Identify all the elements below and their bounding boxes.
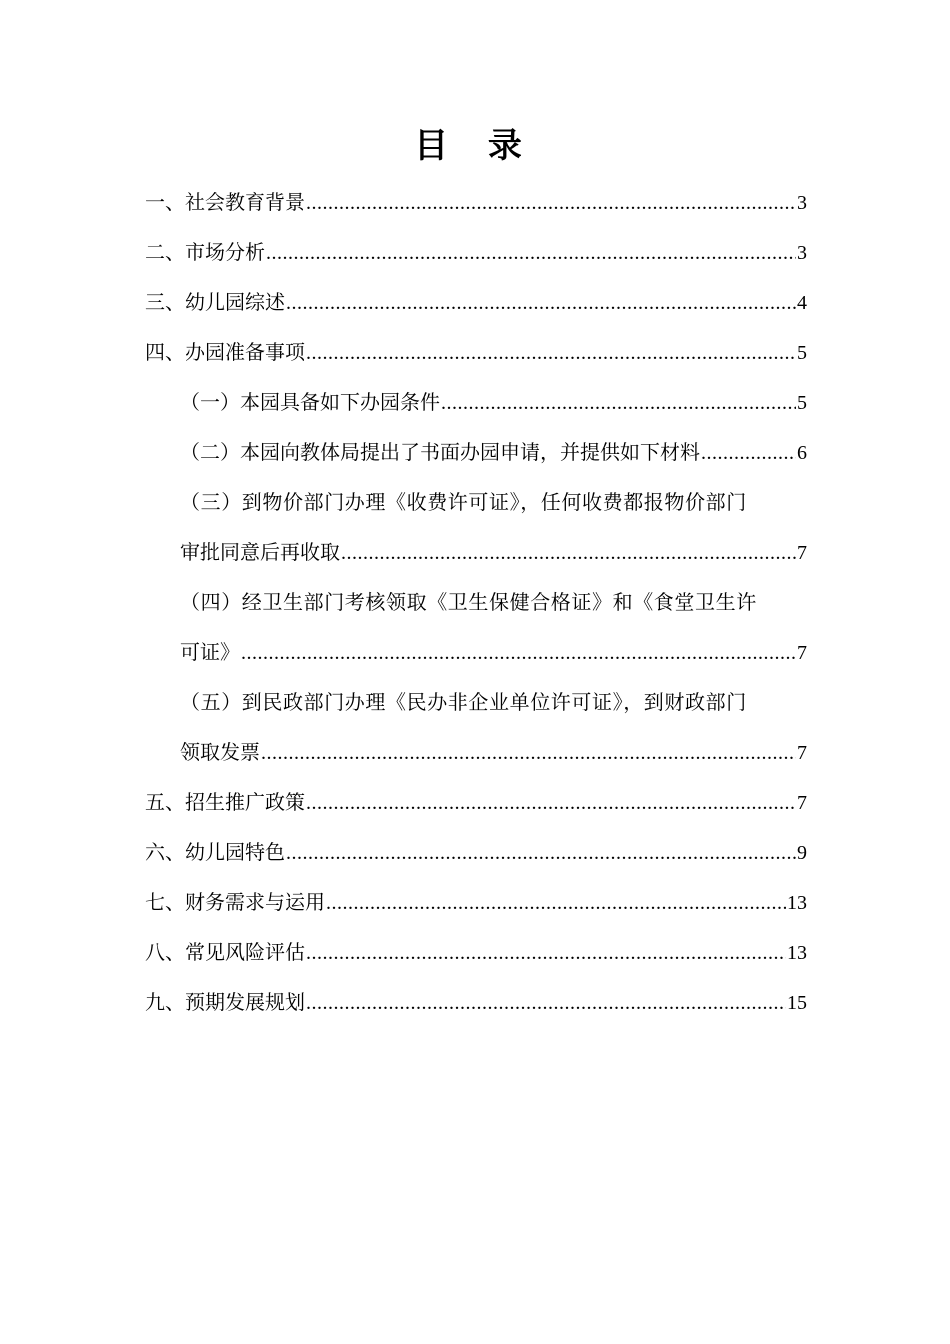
toc-entry[interactable] — [145, 927, 807, 977]
toc-page-number: 13 — [787, 892, 807, 914]
toc-entry[interactable] — [145, 227, 807, 277]
dot-leader — [286, 828, 796, 878]
toc-page-number: 7 — [797, 792, 807, 814]
toc-entry-text: 九、预期发展规划 — [145, 990, 305, 1014]
toc-subentry[interactable] — [145, 377, 807, 427]
toc-page-number: 7 — [797, 542, 807, 564]
toc-entry[interactable] — [145, 277, 807, 327]
toc-entry-text: 五、招生推广政策 — [145, 790, 305, 814]
toc-entry-text: 一、社会教育背景 — [145, 190, 305, 214]
toc-entry-text: （一）本园具备如下办园条件 — [180, 390, 440, 414]
toc-page-number: 13 — [787, 942, 807, 964]
dot-leader — [261, 728, 796, 778]
toc-entry[interactable] — [145, 827, 807, 877]
toc-entry[interactable] — [145, 977, 807, 1027]
dot-leader — [306, 328, 796, 378]
toc-entry-text-line1: （四）经卫生部门考核领取《卫生保健合格证》和《食堂卫生许 — [180, 590, 757, 614]
toc-page-number: 5 — [797, 342, 807, 364]
toc-entry-text: 六、幼儿园特色 — [145, 840, 285, 864]
toc-entry[interactable] — [145, 777, 807, 827]
dot-leader — [306, 778, 796, 828]
toc-subentry[interactable] — [145, 427, 807, 477]
dot-leader — [341, 528, 796, 578]
toc-entry-text: 二、市场分析 — [145, 240, 265, 264]
toc-page-number: 5 — [797, 392, 807, 414]
toc-entry-text: 可证》 — [180, 640, 240, 664]
toc-entry-text: 审批同意后再收取 — [180, 540, 340, 564]
toc-page-number: 15 — [787, 992, 807, 1014]
toc-page-number: 3 — [797, 242, 807, 264]
dot-leader — [441, 378, 796, 428]
toc-entry-text: （二）本园向教体局提出了书面办园申请，并提供如下材料 — [180, 440, 700, 464]
dot-leader — [306, 978, 786, 1028]
toc-page-number: 3 — [797, 192, 807, 214]
dot-leader — [306, 178, 796, 228]
table-of-contents — [145, 177, 807, 1027]
toc-entry-text: 七、财务需求与运用 — [145, 890, 325, 914]
toc-entry-text-line1: （三）到物价部门办理《收费许可证》，任何收费都报物价部门 — [180, 490, 747, 514]
toc-page-number: 4 — [797, 292, 807, 314]
toc-entry-text: 八、常见风险评估 — [145, 940, 305, 964]
toc-title: 目 录 — [414, 126, 536, 166]
toc-page-number: 7 — [797, 742, 807, 764]
toc-subentry[interactable] — [145, 577, 807, 677]
toc-page-number: 9 — [797, 842, 807, 864]
toc-subentry[interactable] — [145, 477, 807, 577]
dot-leader — [241, 628, 796, 678]
toc-entry[interactable] — [145, 877, 807, 927]
toc-entry-text: 三、幼儿园综述 — [145, 290, 285, 314]
dot-leader — [326, 878, 786, 928]
toc-subentry[interactable] — [145, 677, 807, 777]
dot-leader — [286, 278, 796, 328]
dot-leader — [306, 928, 786, 978]
toc-entry-text: 领取发票 — [180, 740, 260, 764]
toc-page-number: 6 — [797, 442, 807, 464]
toc-page-number: 7 — [797, 642, 807, 664]
dot-leader — [266, 228, 796, 278]
toc-entry[interactable] — [145, 327, 807, 377]
dot-leader — [701, 428, 796, 478]
toc-entry-text: 四、办园准备事项 — [145, 340, 305, 364]
toc-entry-text-line1: （五）到民政部门办理《民办非企业单位许可证》，到财政部门 — [180, 690, 747, 714]
toc-entry[interactable] — [145, 177, 807, 227]
